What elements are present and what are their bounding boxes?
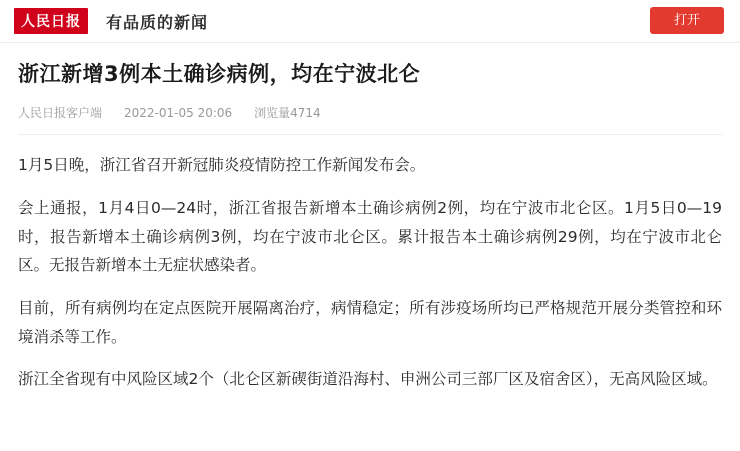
site-header (0, 0, 740, 42)
header-divider (0, 42, 740, 43)
article-paragraph: 浙江全省现有中风险区域2个（北仑区新碶街道沿海村、申洲公司三部厂区及宿舍区），无高风险区域。 (18, 370, 718, 389)
article-paragraph: 会上通报，1月4日0—24时，浙江省报告新增本土确诊病例2例，均在宁波市北仑区。1月5日0—19时，报告新增本土确诊病例3例，均在宁波市北仑区。累计报告本土确诊病例29例，均在宁波市北仑区。无报告新增本土无症状感染者。 (18, 198, 722, 275)
meta-divider (18, 134, 722, 135)
article-views: 浏览量4714 (254, 106, 321, 121)
article-container (0, 61, 740, 394)
page-title: 浙江新增3例本土确诊病例，均在宁波北仑 (18, 62, 421, 86)
peoples-daily-logo[interactable]: 人民日报 (14, 8, 88, 34)
open-app-button[interactable]: 打开 (650, 7, 724, 34)
article-body (18, 151, 722, 394)
article-meta (18, 104, 722, 121)
article-paragraph: 1月5日晚，浙江省召开新冠肺炎疫情防控工作新闻发布会。 (18, 156, 426, 175)
article-date: 2022-01-05 20:06 (124, 105, 233, 120)
article-source: 人民日报客户端 (18, 106, 103, 121)
article-paragraph: 目前，所有病例均在定点医院开展隔离治疗，病情稳定；所有涉疫场所均已严格规范开展分类管控和环境消杀等工作。 (18, 298, 722, 346)
site-slogan: 有品质的新闻 (106, 12, 209, 32)
